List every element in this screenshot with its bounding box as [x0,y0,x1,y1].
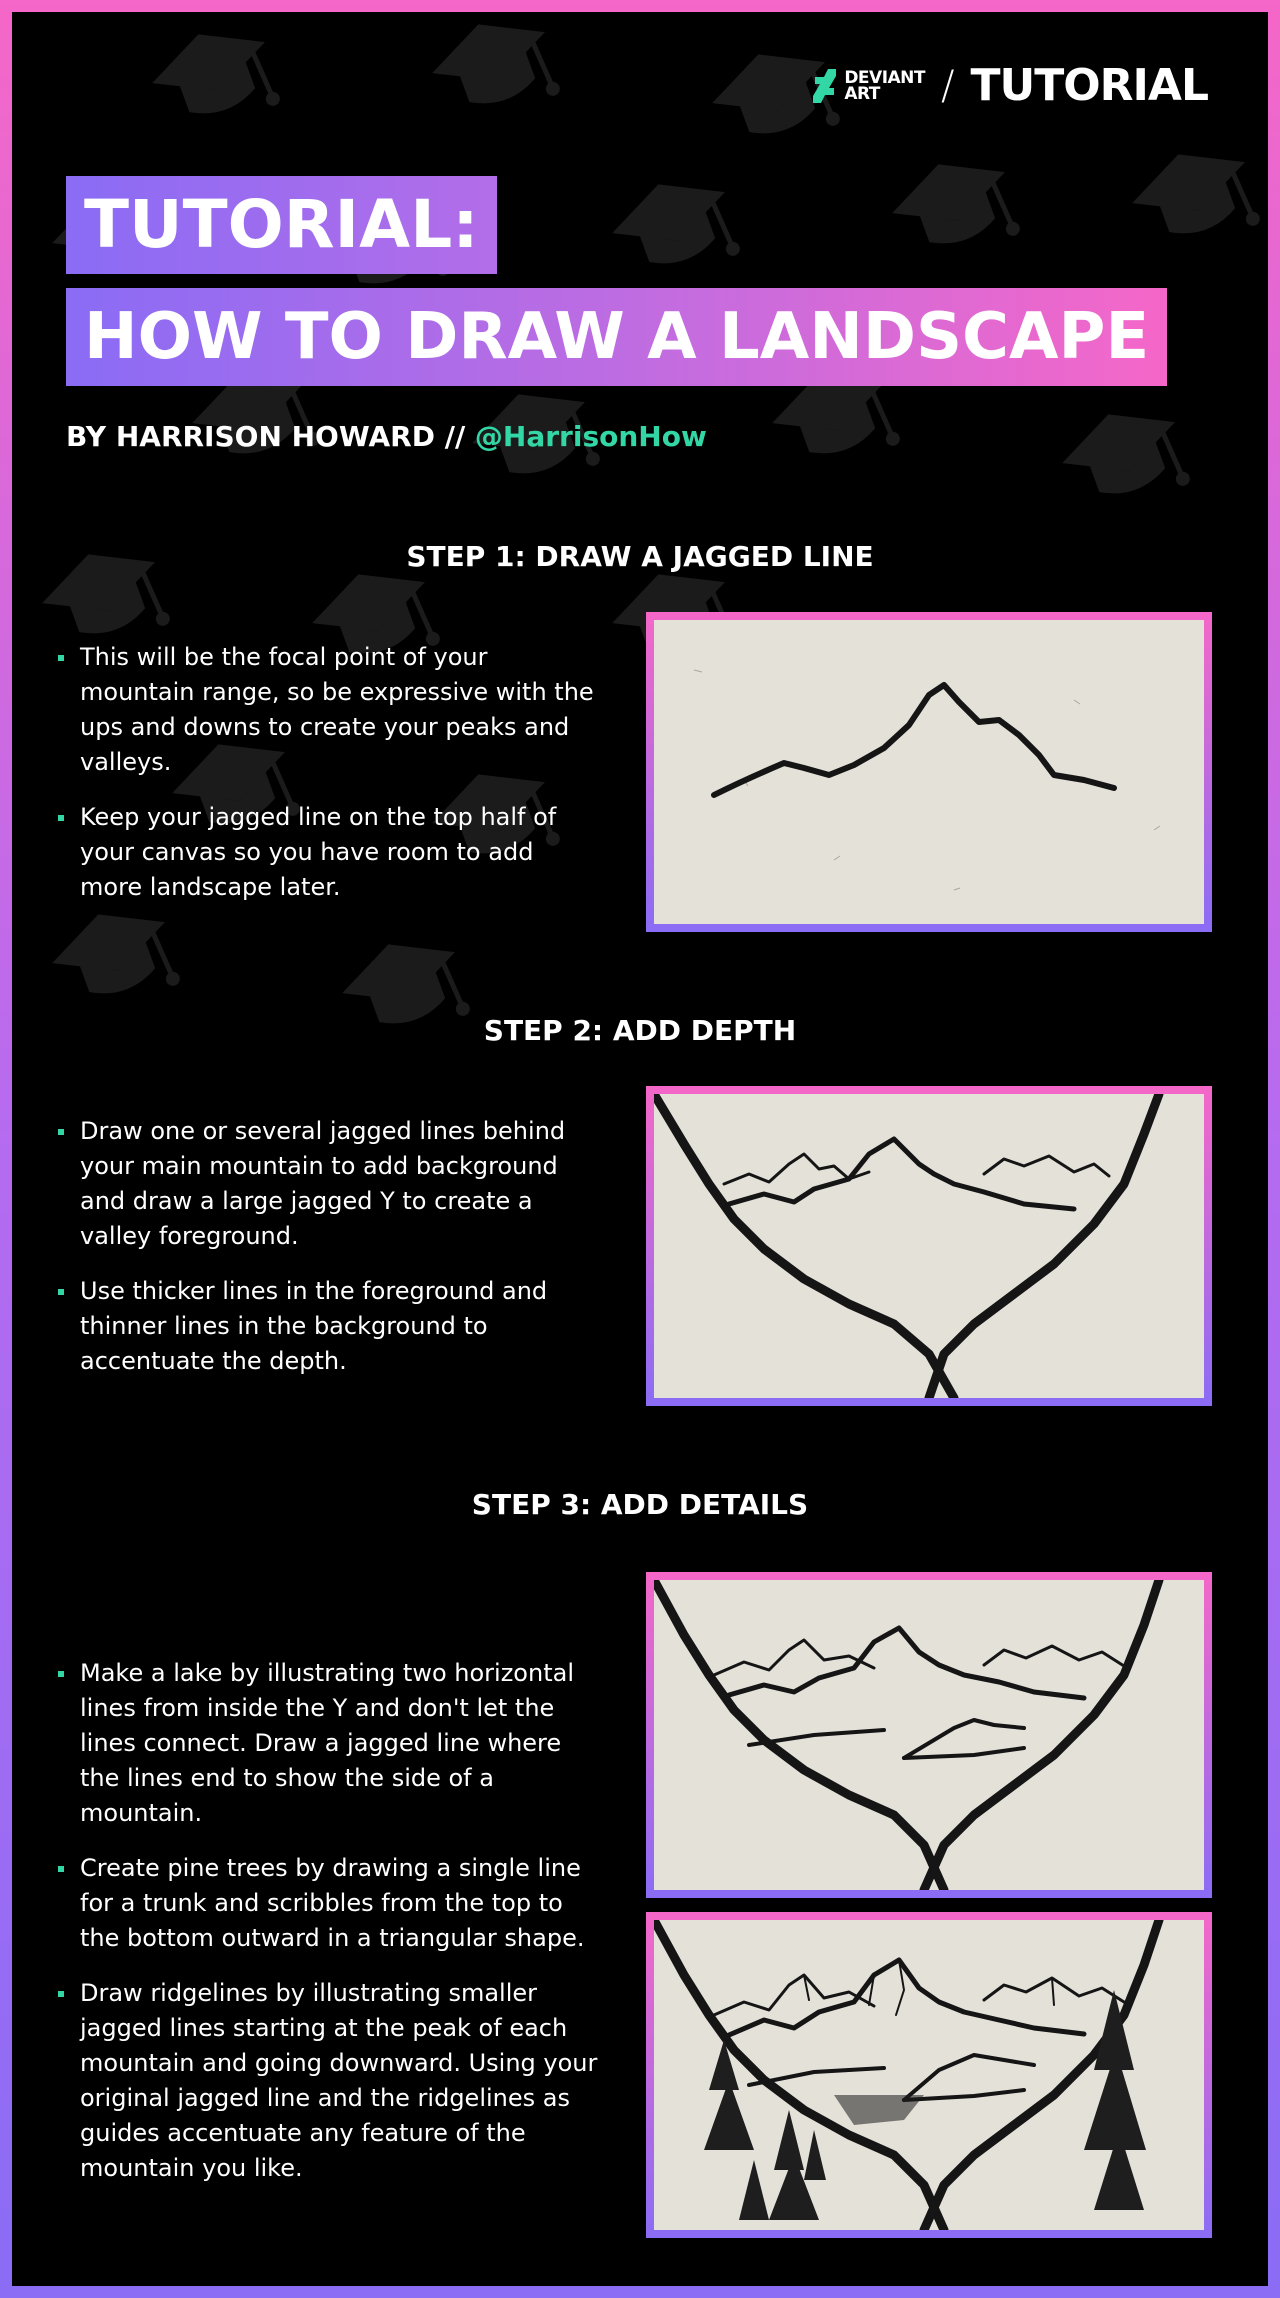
bullet-icon [58,1671,64,1677]
step-3-image-lake [646,1572,1212,1898]
step-3-bullets [58,1656,598,2206]
bullet-icon [58,1991,64,1997]
byline-author: BY HARRISON HOWARD // [66,420,466,453]
bullet-icon [58,1129,64,1135]
step-2-title: STEP 2: ADD DEPTH [483,1014,797,1047]
deviantart-wordmark [844,67,925,104]
step-2-bullets [58,1114,598,1399]
bullet-icon [58,815,64,821]
logo-line-2: ART [844,83,880,104]
title-line-1: TUTORIAL: [66,176,497,274]
bullet-text: Draw one or several jagged lines behind your main mountain to add background and draw a large jagged Y to create a valley foreground. [80,1117,566,1250]
step-1-bullets [58,640,598,925]
bullet-text: Keep your jagged line on the top half of your canvas so you have room to add more landscape later. [80,803,557,901]
lake-drawing [654,1580,1204,1890]
step-2-image [646,1086,1212,1406]
list-item [58,1851,598,1956]
depth-drawing [654,1094,1204,1398]
author-handle-link[interactable]: @HarrisonHow [474,420,707,453]
bullet-icon [58,655,64,661]
deviantart-mark-icon [812,69,838,103]
bullet-text: Draw ridgelines by illustrating smaller jagged lines starting at the peak of each mountain and going downward. Using your original jagged line and the ridgelines as guides accentuate any feature of the mountain you like. [80,1979,598,2182]
list-item [58,800,598,905]
list-item [58,1274,598,1379]
step-3-image-details [646,1912,1212,2238]
step-1-image [646,612,1212,932]
logo-line-1: DEVIANT [844,67,925,88]
brand-header [812,60,1208,111]
byline [66,420,707,453]
jagged-line-drawing [654,620,1204,924]
bullet-icon [58,1289,64,1295]
deviantart-logo[interactable] [812,69,925,103]
bullet-text: This will be the focal point of your mountain range, so be expressive with the ups and downs to create your peaks and valleys. [80,643,594,776]
detailed-landscape-drawing [654,1920,1204,2230]
brand-separator: / [941,62,955,109]
title-line-2: HOW TO DRAW A LANDSCAPE [66,288,1167,386]
step-3-title: STEP 3: ADD DETAILS [471,1488,809,1521]
brand-tutorial-label: TUTORIAL [970,60,1208,111]
bullet-text: Create pine trees by drawing a single line for a trunk and scribbles from the top to the bottom outward in a triangular shape. [80,1854,585,1952]
list-item [58,1976,598,2186]
tutorial-page [12,12,1268,2286]
list-item [58,1114,598,1254]
list-item [58,640,598,780]
step-1-title: STEP 1: DRAW A JAGGED LINE [406,540,874,573]
list-item [58,1656,598,1831]
bullet-text: Make a lake by illustrating two horizontal lines from inside the Y and don't let the lines connect. Draw a jagged line where the lines end to show the side of a mountain. [80,1659,574,1827]
bullet-icon [58,1866,64,1872]
bullet-text: Use thicker lines in the foreground and thinner lines in the background to accentuate the depth. [80,1277,548,1375]
